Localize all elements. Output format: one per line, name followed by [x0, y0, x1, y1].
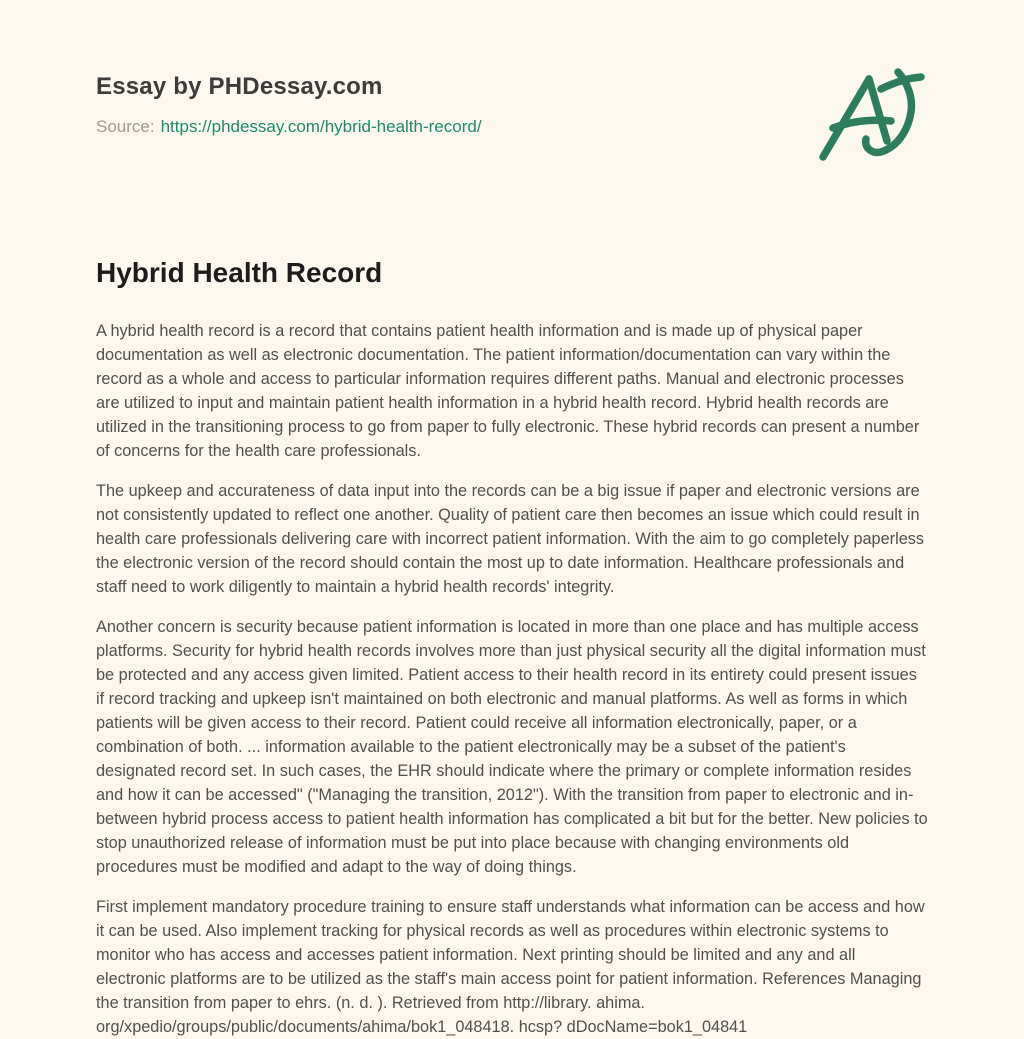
essay-paragraph-4: First implement mandatory procedure training to ensure staff understands what information can be access and how it can be used. Also implement tracking for physical records as well as procedures within electronic systems to monitor who has access and accesses patient information. Next printing should be limited and any and all electronic platforms are to be utilized as the staff's main access point for patient information. References Managing the transition from paper to ehrs. (n. d. ). Retrieved from http://library. ahima. org/xpedio/groups/public/documents/ahima/bok1_048418. hcsp? dDocName=bok1_04841 — [96, 898, 925, 1037]
phdessay-a-plus-logo-icon — [816, 64, 928, 169]
source-label: Source: — [96, 117, 155, 137]
header-text-block — [96, 74, 482, 138]
essay-paragraph-2: The upkeep and accurateness of data input into the records can be a big issue if paper and electronic versions are not consistently updated to reflect one another. Quality of patient care then becomes an issue which could result in health care professionals delivering care with incorrect patient information. With the aim to go completely paperless the electronic version of the record should contain the most up to date information. Healthcare professionals and staff need to work diligently to maintain a hybrid health records' integrity. — [96, 482, 925, 597]
essay-title: Hybrid Health Record — [96, 257, 383, 288]
essay-paragraph-3: Another concern is security because patient information is located in more than one place and has multiple access platforms. Security for hybrid health records involves more than just physical security all the digital information must be protected and any access given limited. Patient access to their health record in its entirety could present issues if record tracking and upkeep isn't maintained on both electronic and manual platforms. As well as forms in which patients will be given access to their record. Patient could receive all information electronically, paper, or a combination of both. ... information available to the patient electronically may be a subset of the patient's designated record set. In such cases, the EHR should indicate where the primary or complete information resides and how it can be accessed" ("Managing the transition, 2012"). With the transition from paper to electronic and in-between hybrid process access to patient health information has complicated a bit but for the better. New policies to stop unauthorized release of information must be put into place because with changing environments old procedures must be modified and adapt to the way of doing things. — [96, 618, 928, 877]
page-header — [96, 74, 928, 169]
essay-paragraph-1: A hybrid health record is a record that contains patient health information and is made up of physical paper documentation as well as electronic documentation. The patient information/documentation can vary within the record as a whole and access to particular information requires different paths. Manual and electronic processes are utilized to input and maintain patient health information in a hybrid health record. Hybrid health records are utilized in the transitioning process to go from paper to fully electronic. These hybrid records can present a number of concerns for the health care professionals. — [96, 322, 920, 461]
source-line — [96, 117, 482, 137]
brand-title: Essay by PHDessay.com — [96, 73, 383, 100]
essay-body — [96, 319, 928, 1039]
source-link[interactable]: https://phdessay.com/hybrid-health-record/ — [160, 117, 482, 137]
